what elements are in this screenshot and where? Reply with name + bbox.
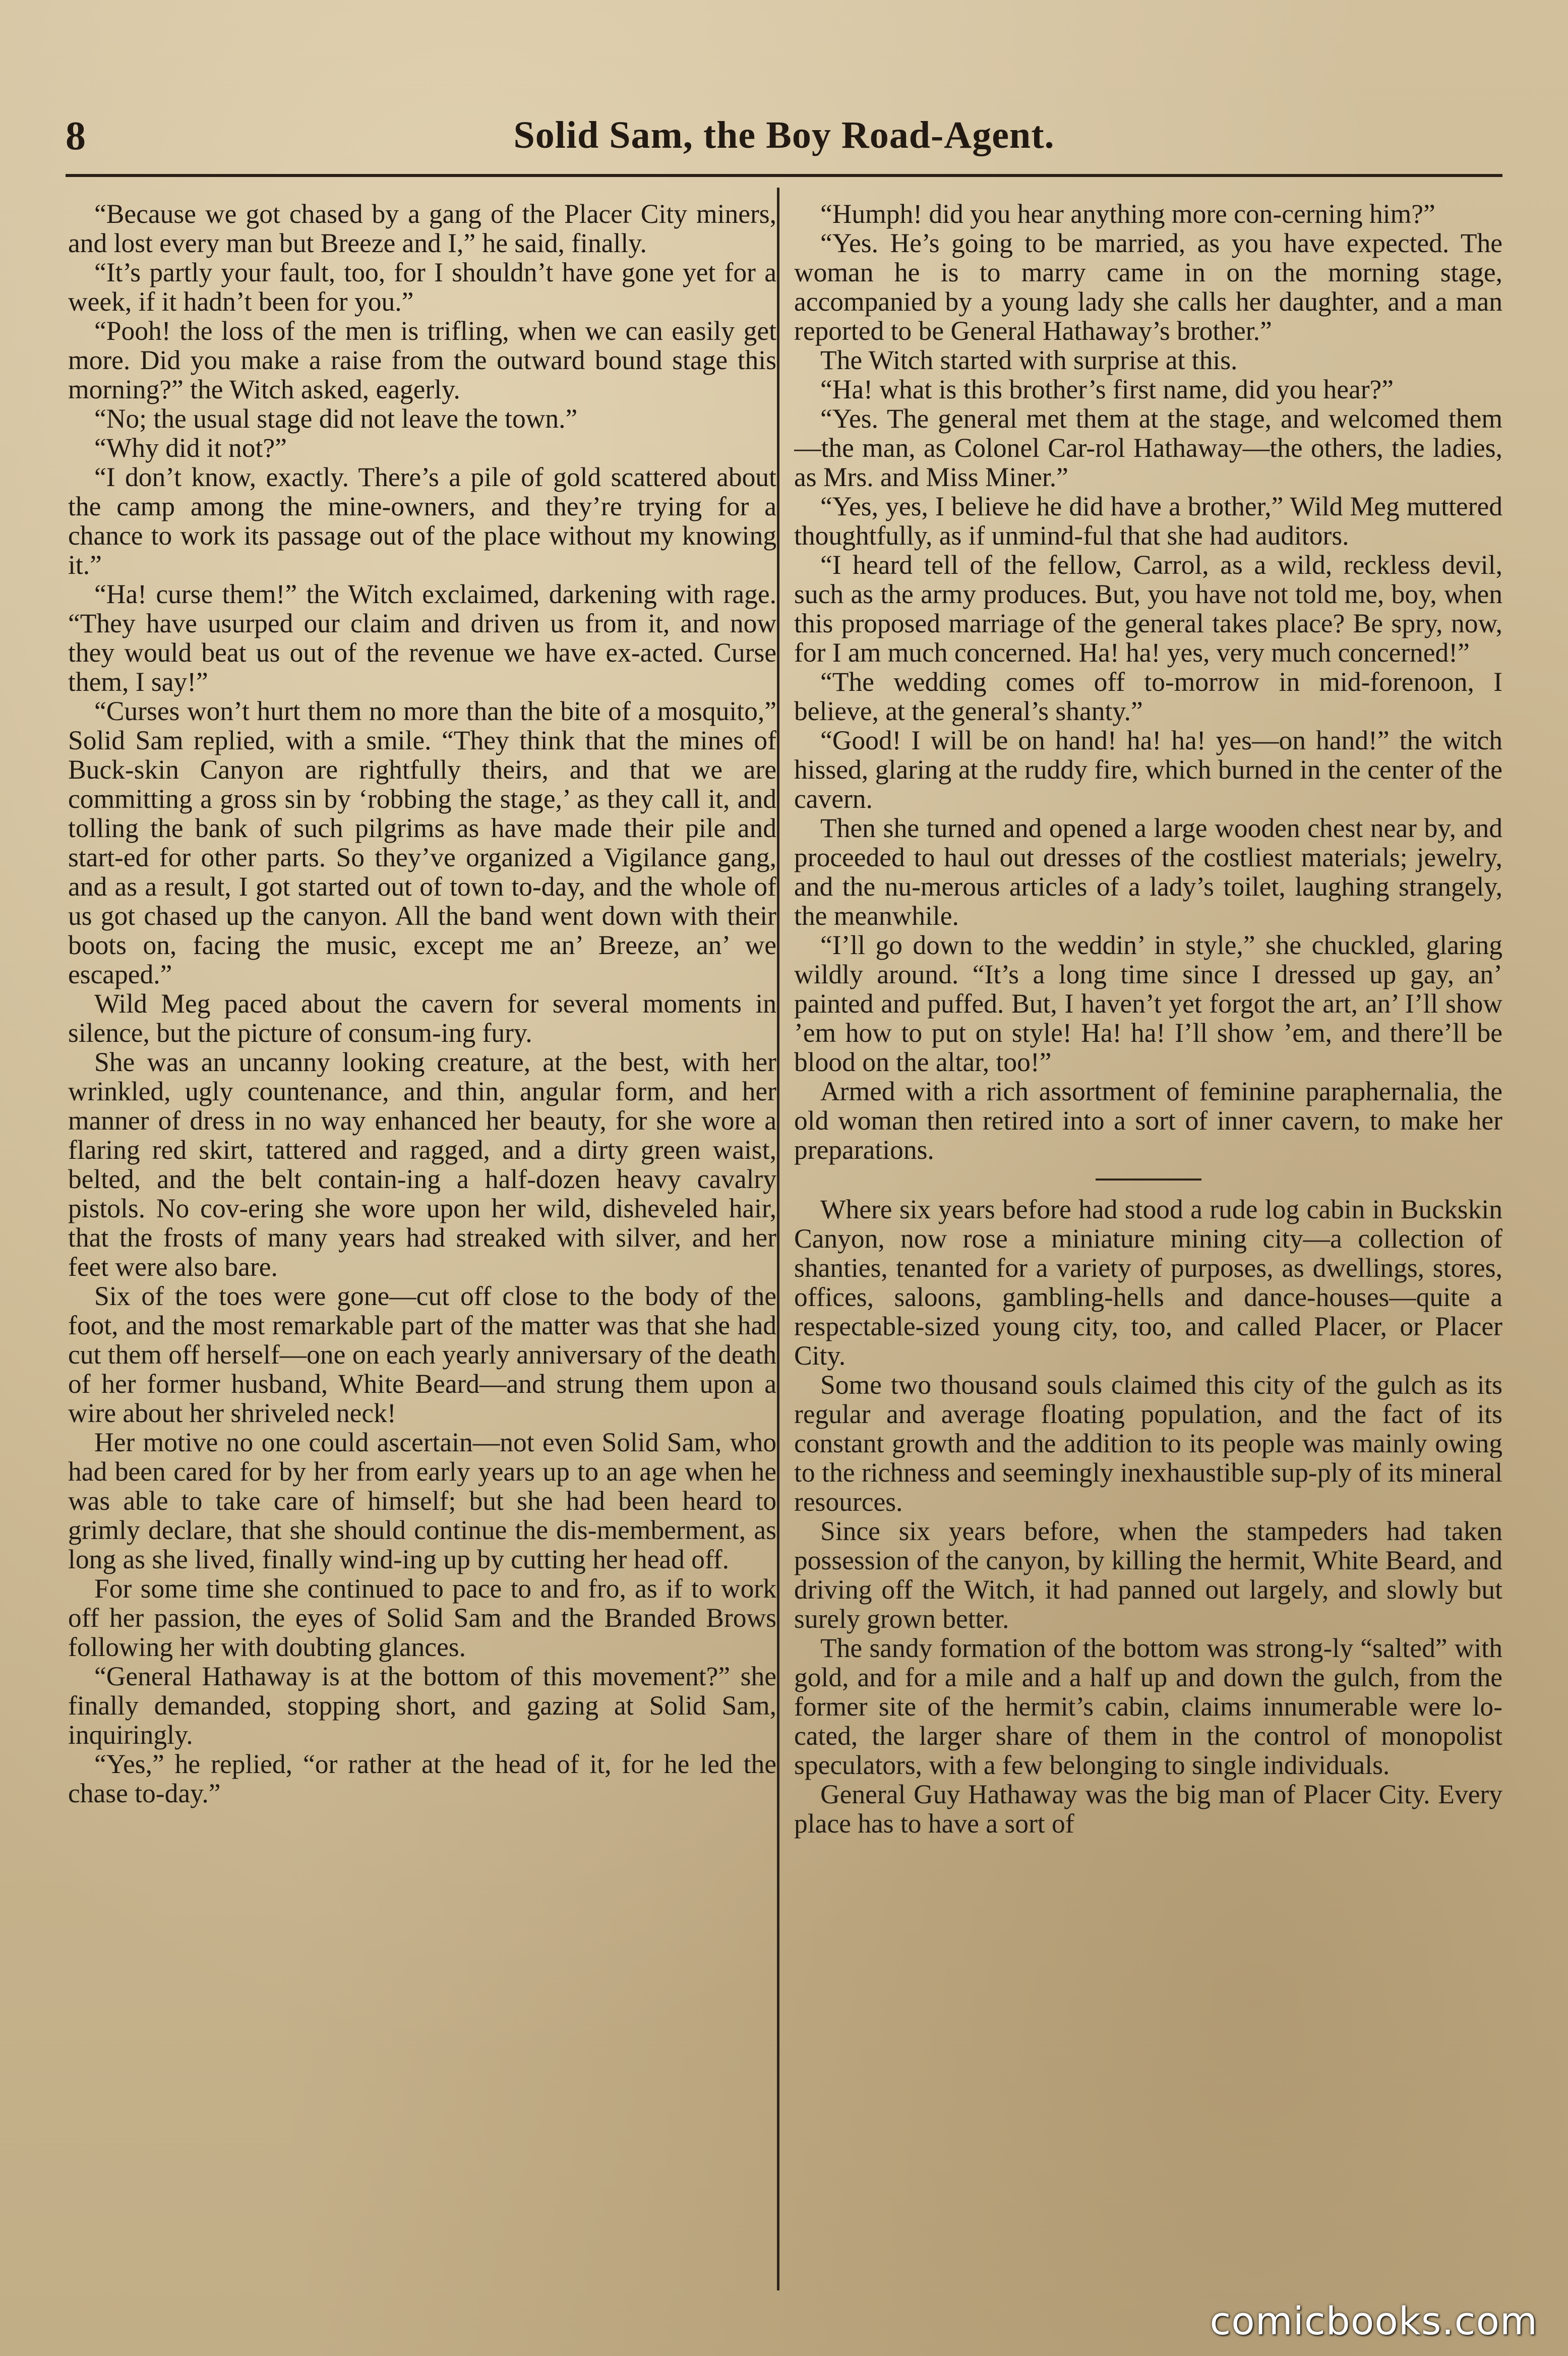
- page-header: [66, 108, 1502, 169]
- left-column: [68, 199, 776, 2307]
- paragraph: “Yes. He’s going to be married, as you have expected. The woman he is to marry came in on the morning stage, accompanied by a young lady she calls her daughter, and a man reported to be General Hathaway’s brother.”: [794, 228, 1502, 346]
- paragraph: “I don’t know, exactly. There’s a pile of gold scattered about the camp among the mine-owners, and they’re trying for a chance to work its passage out of the place without my knowing it.”: [68, 462, 776, 580]
- paragraph: “I’ll go down to the weddin’ in style,” she chuckled, glaring wildly around. “It’s a long time since I dressed up gay, an’ painted and puffed. But, I haven’t yet forgot the art, an’ I’ll show ’em how to put on style! Ha! ha! I’ll show ’em, and there’ll be blood on the altar, too!”: [794, 930, 1502, 1077]
- paragraph: Six of the toes were gone—cut off close to the body of the foot, and the most remarkable part of the matter was that she had cut them off herself—one on each yearly anniversary of the death of her former husband, White Beard—and strung them upon a wire about her shriveled neck!: [68, 1281, 776, 1428]
- paragraph: “Ha! curse them!” the Witch exclaimed, darkening with rage. “They have usurped our claim and driven us from it, and now they would beat us out of the revenue we have ex-acted. Curse them, I say!”: [68, 579, 776, 697]
- paragraph: Then she turned and opened a large wooden chest near by, and proceeded to haul out dresses of the costliest materials; jewelry, and the nu-merous articles of a lady’s toilet, laughing strangely, the meanwhile.: [794, 813, 1502, 931]
- paragraph: General Guy Hathaway was the big man of Placer City. Every place has to have a sort of: [794, 1779, 1502, 1839]
- paragraph: “Yes, yes, I believe he did have a brother,” Wild Meg muttered thoughtfully, as if unmind-ful that she had auditors.: [794, 491, 1502, 551]
- paragraph: “Humph! did you hear anything more con-cerning him?”: [820, 199, 1435, 229]
- page-number: 8: [66, 114, 86, 158]
- paragraph: “Why did it not?”: [94, 433, 287, 463]
- paragraph: She was an uncanny looking creature, at the best, with her wrinkled, ugly countenance, and thin, angular form, and her manner of dress in no way enhanced her beauty, for she wore a flaring red skirt, tattered and ragged, and a dirty green waist, belted, and the belt contain-ing a half-dozen heavy cavalry pistols. No cov-ering she wore upon her wild, disheveled hair, that the frosts of many years had streaked with silver, and her feet were also bare.: [68, 1047, 776, 1282]
- column-divider: [777, 188, 779, 2290]
- paragraph: “Good! I will be on hand! ha! ha! yes—on hand!” the witch hissed, glaring at the ruddy fire, which burned in the center of the cavern.: [794, 725, 1502, 814]
- paragraph: “I heard tell of the fellow, Carrol, as a wild, reckless devil, such as the army produces. But, you have not told me, boy, when this proposed marriage of the general takes place? Be spry, now, for I am much concerned. Ha! ha! yes, very much concerned!”: [794, 550, 1502, 668]
- paragraph: “Curses won’t hurt them no more than the bite of a mosquito,” Solid Sam replied, with a smile. “They think that the mines of Buck-skin Canyon are rightfully theirs, and that we are committing a gross sin by ‘robbing the stage,’ as they call it, and tolling the bank of such pilgrims as have made their pile and start-ed for other parts. So they’ve organized a Vigilance gang, and as a result, I got started out of town to-day, and the whole of us got chased up the canyon. All the band went down with their boots on, facing the music, except me an’ Breeze, an’ we escaped.”: [68, 696, 776, 989]
- paragraph: Since six years before, when the stampeders had taken possession of the canyon, by killing the hermit, White Beard, and driving off the Witch, it had panned out largely, and slowly but surely grown better.: [794, 1516, 1502, 1634]
- paragraph: “The wedding comes off to-morrow in mid-forenoon, I believe, at the general’s shanty.”: [794, 667, 1502, 726]
- paragraph: Her motive no one could ascertain—not even Solid Sam, who had been cared for by her from early years up to an age when he was able to take care of himself; but she had been heard to grimly declare, that she should continue the dis-memberment, as long as she lived, finally wind-ing up by cutting her head off.: [68, 1427, 776, 1574]
- paragraph: The Witch started with surprise at this.: [820, 345, 1238, 375]
- paragraph: Where six years before had stood a rude log cabin in Buckskin Canyon, now rose a miniature mining city—a collection of shanties, tenanted for a variety of purposes, as dwellings, stores, offices, saloons, gambling-hells and dance-houses—quite a respectable-sized young city, too, and called Placer, or Placer City.: [794, 1194, 1502, 1371]
- paragraph: Armed with a rich assortment of feminine paraphernalia, the old woman then retired into a sort of inner cavern, to make her preparations.: [794, 1076, 1502, 1165]
- paragraph: For some time she continued to pace to and fro, as if to work off her passion, the eyes of Solid Sam and the Branded Brows following her with doubting glances.: [68, 1573, 776, 1662]
- paragraph: “Because we got chased by a gang of the Placer City miners, and lost every man but Breeze and I,” he said, finally.: [68, 199, 776, 258]
- header-rule: [66, 174, 1502, 177]
- right-column: [794, 199, 1502, 2307]
- paragraph: “Yes. The general met them at the stage, and welcomed them—the man, as Colonel Car-rol Hathaway—the others, the ladies, as Mrs. and Miss Miner.”: [794, 403, 1502, 492]
- running-title: Solid Sam, the Boy Road-Agent.: [513, 114, 1055, 156]
- paragraph: “No; the usual stage did not leave the town.”: [94, 403, 578, 434]
- site-watermark: comicbooks.com: [1210, 2299, 1538, 2343]
- paragraph: “General Hathaway is at the bottom of this movement?” she finally demanded, stopping short, and gazing at Solid Sam, inquiringly.: [68, 1661, 776, 1750]
- paragraph: Wild Meg paced about the cavern for several moments in silence, but the picture of consum-ing fury.: [68, 988, 776, 1048]
- paragraph: “Pooh! the loss of the men is trifling, when we can easily get more. Did you make a raise from the outward bound stage this morning?” the Witch asked, eagerly.: [68, 316, 776, 404]
- paragraph: The sandy formation of the bottom was strong-ly “salted” with gold, and for a mile and a half up and down the gulch, from the former site of the hermit’s cabin, claims innumerable were lo-cated, the larger share of them in the control of monopolist speculators, with a few belonging to single individuals.: [794, 1633, 1502, 1780]
- paragraph: “Yes,” he replied, “or rather at the head of it, for he led the chase to-day.”: [68, 1749, 776, 1808]
- paragraph: “Ha! what is this brother’s first name, did you hear?”: [820, 374, 1394, 404]
- paragraph: Some two thousand souls claimed this city of the gulch as its regular and average floating population, and the fact of its constant growth and the addition to its people was mainly owing to the richness and seemingly inexhaustible sup-ply of its mineral resources.: [794, 1370, 1502, 1517]
- paragraph: “It’s partly your fault, too, for I shouldn’t have gone yet for a week, if it hadn’t been for you.”: [68, 257, 776, 317]
- section-separator: [1096, 1179, 1201, 1181]
